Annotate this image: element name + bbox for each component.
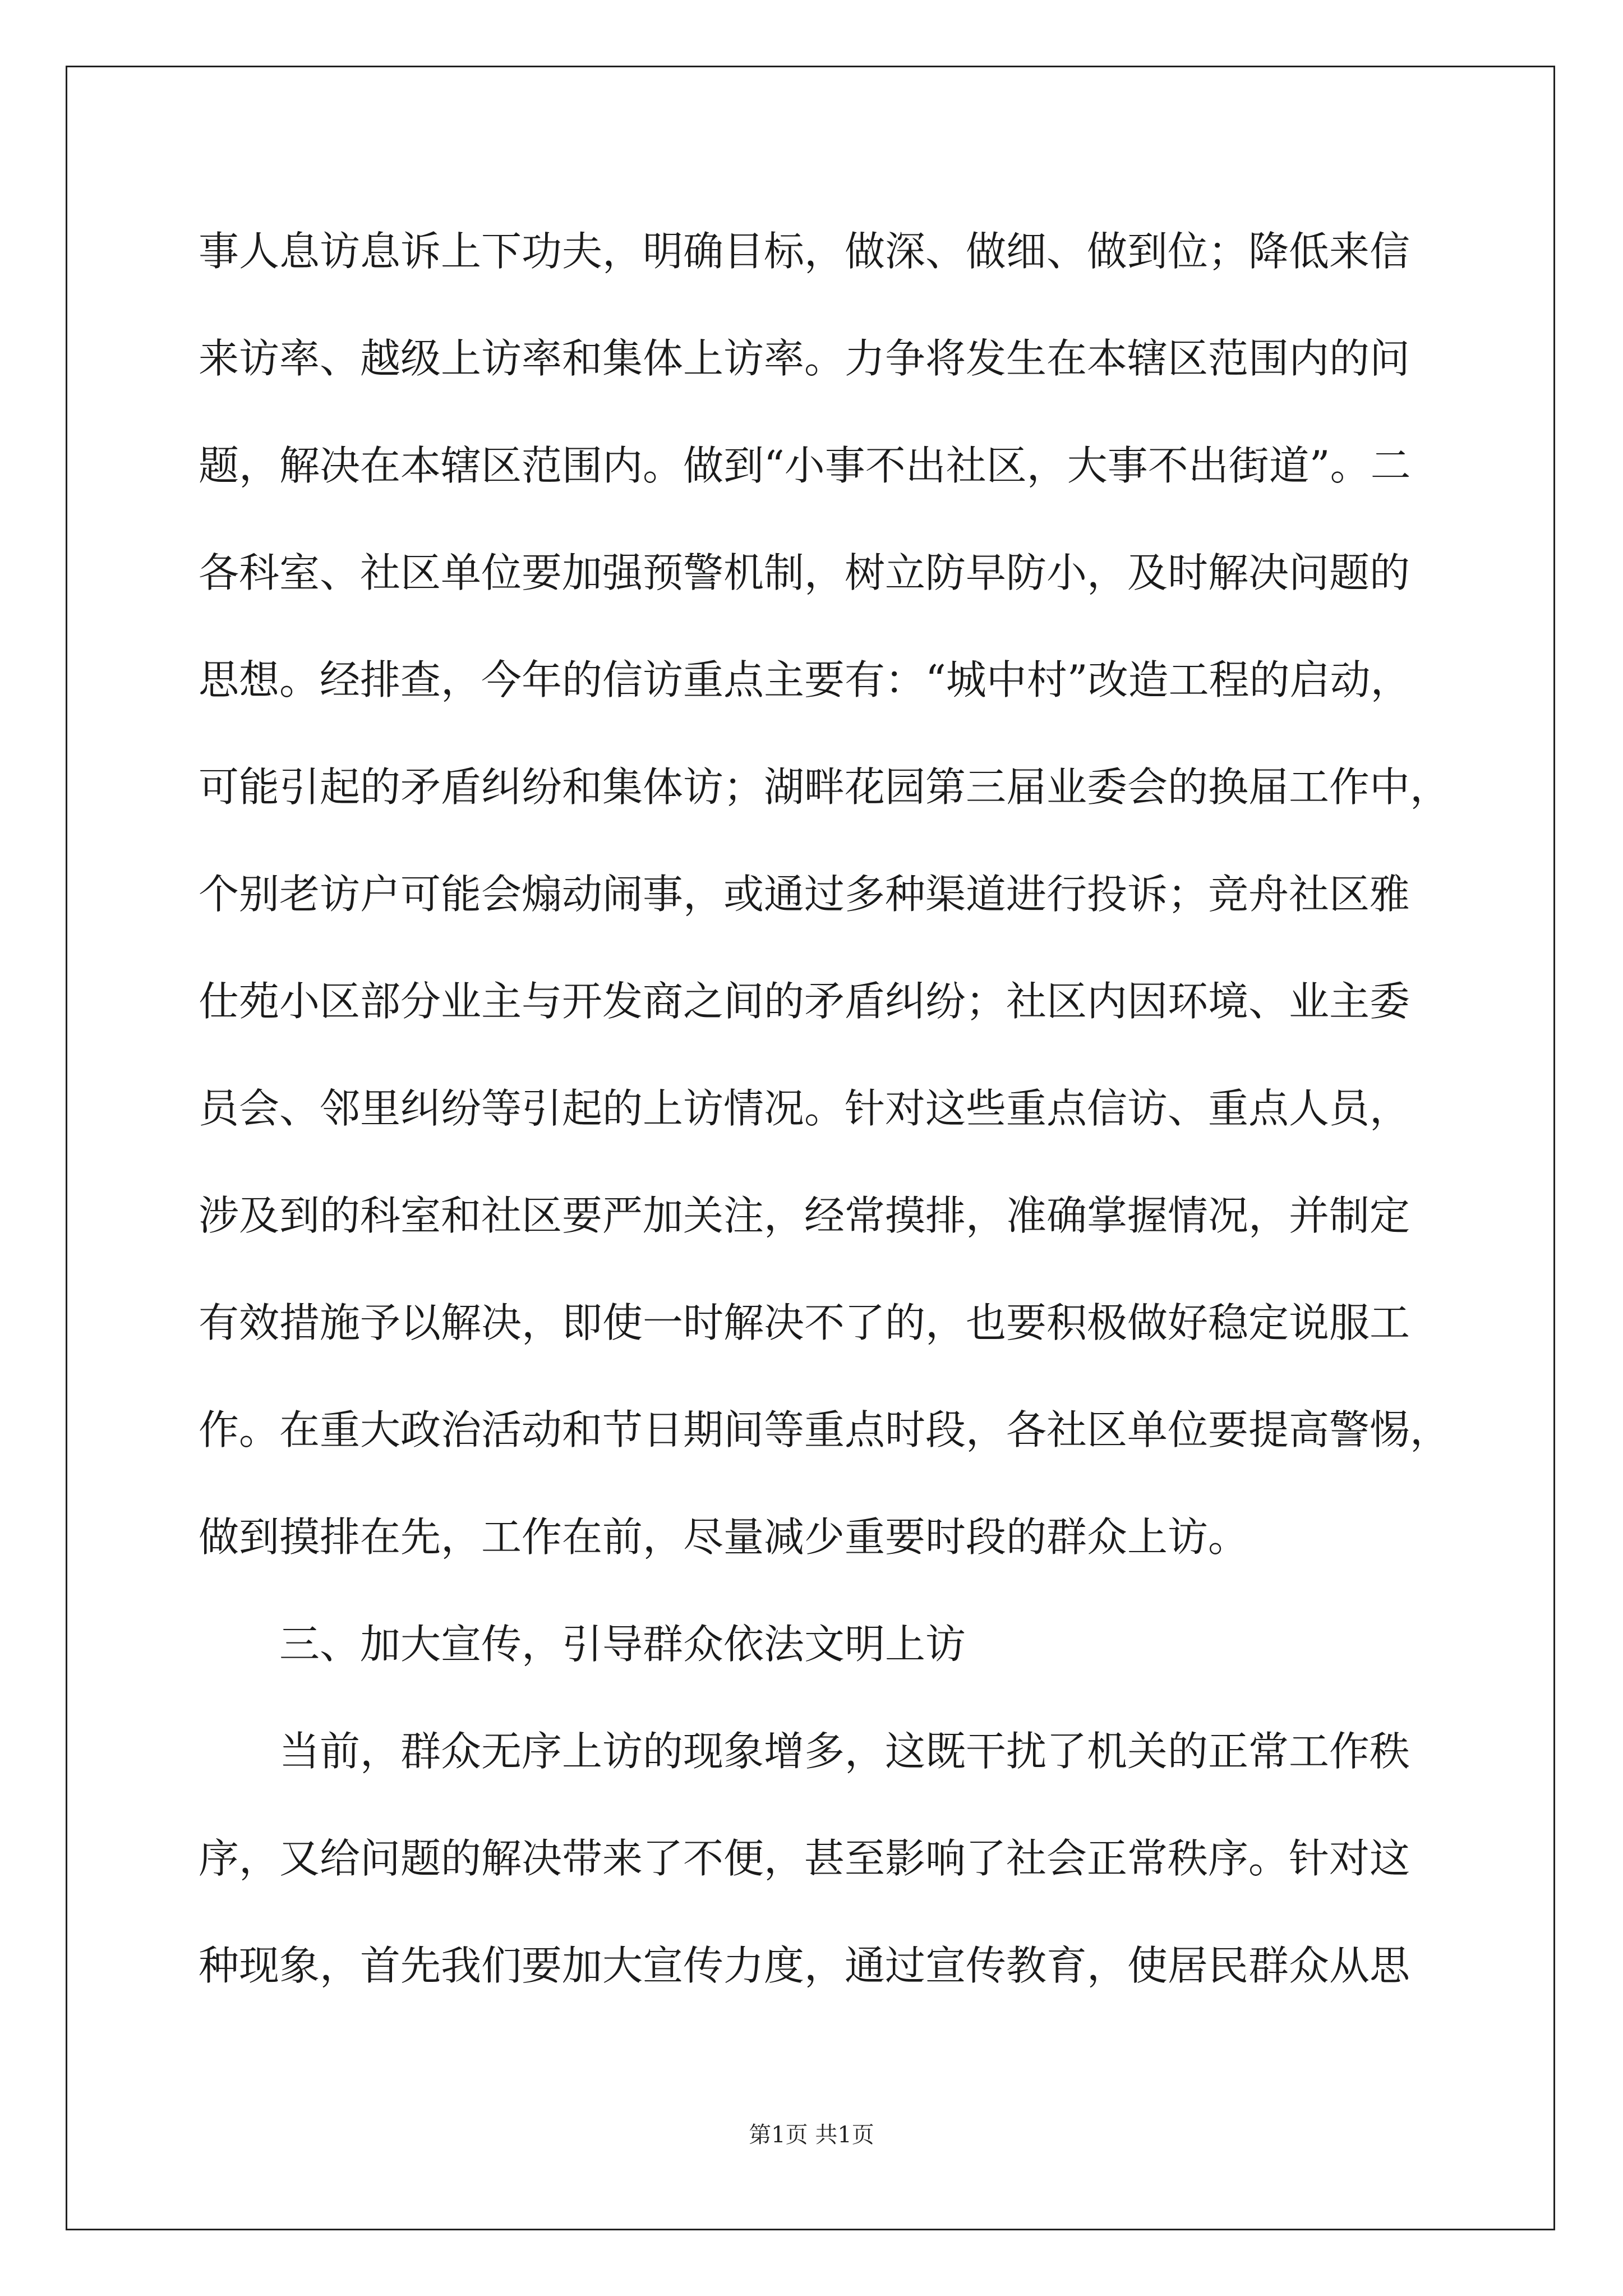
body-line: 个别老访户可能会煽动闹事，或通过多种渠道进行投诉；竞舟社区雅 (199, 871, 1410, 918)
body-line: 各科室、社区单位要加强预警机制，树立防早防小，及时解决问题的 (199, 549, 1410, 596)
page-footer: 第1页 共1页 (749, 2122, 874, 2148)
body-line: 当前，群众无序上访的现象增多，这既干扰了机关的正常工作秩 (279, 1728, 1410, 1775)
body-line: 题，解决在本辖区范围内。做到“小事不出社区，大事不出街道”。二 (199, 442, 1411, 489)
body-line: 可能引起的矛盾纠纷和集体访；湖畔花园第三届业委会的换届工作中， (199, 763, 1451, 811)
body-line: 种现象，首先我们要加大宣传力度，通过宣传教育，使居民群众从思 (199, 1942, 1410, 1989)
body-line: 来访率、越级上访率和集体上访率。力争将发生在本辖区范围内的问 (199, 335, 1410, 382)
body-line: 有效措施予以解决，即使一时解决不了的，也要积极做好稳定说服工 (199, 1299, 1410, 1346)
body-line: 做到摸排在先，工作在前，尽量减少重要时段的群众上访。 (199, 1513, 1249, 1561)
page-border (66, 66, 1555, 2230)
body-line: 事人息访息诉上下功夫，明确目标，做深、做细、做到位；降低来信 (199, 228, 1410, 275)
section-heading: 三、加大宣传，引导群众依法文明上访 (279, 1621, 966, 1668)
body-line: 仕苑小区部分业主与开发商之间的矛盾纠纷；社区内因环境、业主委 (199, 978, 1410, 1025)
body-line: 序，又给问题的解决带来了不便，甚至影响了社会正常秩序。针对这 (199, 1835, 1410, 1882)
body-line: 思想。经排查，今年的信访重点主要有：“城中村”改造工程的启动， (199, 656, 1411, 703)
body-line: 员会、邻里纠纷等引起的上访情况。针对这些重点信访、重点人员， (199, 1085, 1410, 1132)
body-line: 作。在重大政治活动和节日期间等重点时段，各社区单位要提高警惕， (199, 1406, 1451, 1453)
body-line: 涉及到的科室和社区要严加关注，经常摸排，准确掌握情况，并制定 (199, 1192, 1410, 1239)
